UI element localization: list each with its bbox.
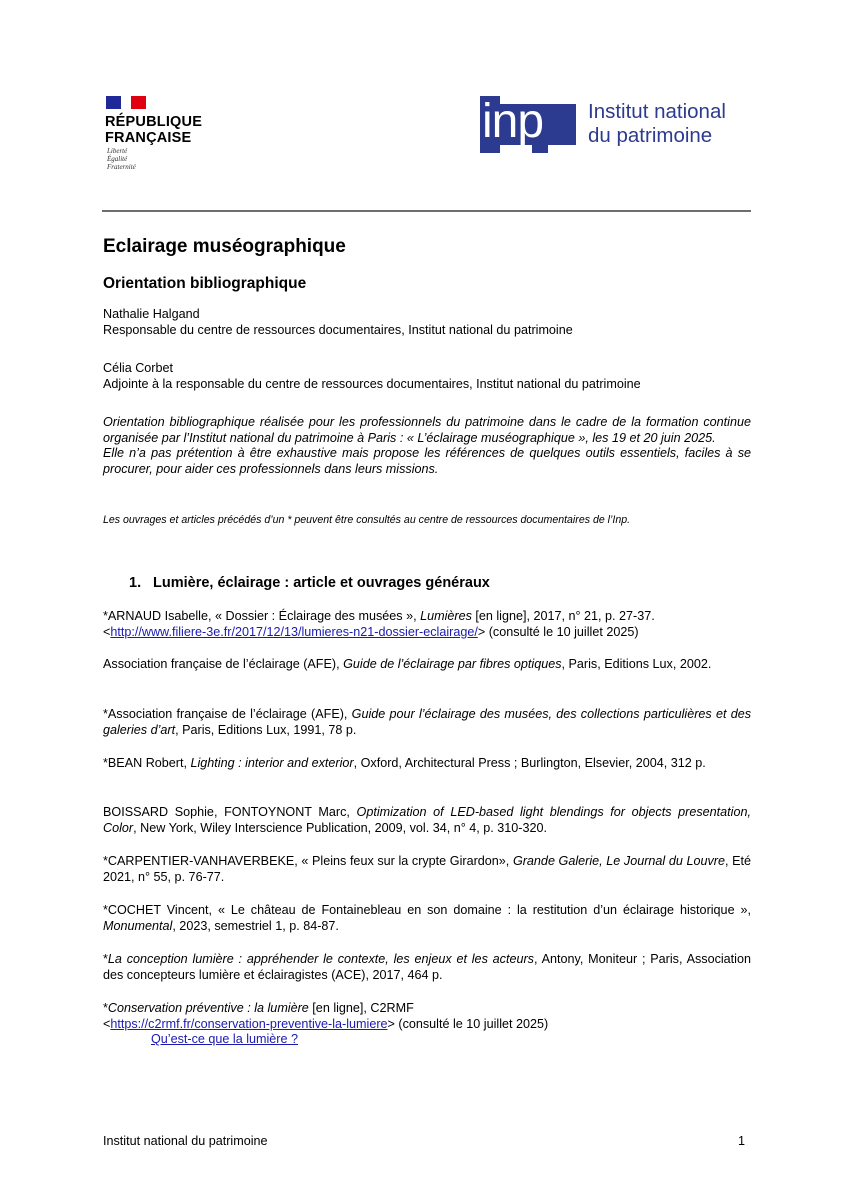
author-name: Célia Corbet (103, 361, 173, 375)
author-role: Adjointe à la responsable du centre de ressources documentaires, Institut national du patrimoine (103, 376, 641, 391)
flag-blue-band (106, 96, 121, 109)
footer-org: Institut national du patrimoine (103, 1134, 268, 1148)
header-divider (102, 210, 751, 212)
inp-logo-icon (480, 96, 580, 153)
reference-item: *Association française de l’éclairage (AFE), Guide pour l’éclairage des musées, des collections particulières et des galeries d’art, Paris, Editions Lux, 1991, 78 p. (103, 707, 751, 737)
reference-item: *Conservation préventive : la lumière [en ligne], C2RMF <https://c2rmf.fr/conservation-preventive-la-lumiere> (consulté le 10 juillet 2025) Qu’est-ce que la lumière ? (103, 1001, 549, 1047)
reference-item: *COCHET Vincent, « Le château de Fontainebleau en son domaine : la restitution d’un éclairage historique », Monumental, 2023, semestriel 1, p. 84-87. (103, 903, 751, 933)
inp-logo-name: Institut national du patrimoine (588, 100, 726, 147)
page-number: 1 (738, 1134, 746, 1148)
reference-item: *ARNAUD Isabelle, « Dossier : Éclairage des musées », Lumières [en ligne], 2017, n° 21, p. 27-37. <http://www.filiere-3e.fr/2017/12/13/lumieres-n21-dossier-eclairage/> (consulté le 10 juillet 2025) (103, 609, 655, 639)
asterisk-note: Les ouvrages et articles précédés d’un * peuvent être consultés au centre de ressources documentaires de l’Inp. (103, 514, 631, 526)
reference-item: *La conception lumière : appréhender le contexte, les enjeux et les acteurs, Antony, Moniteur ; Paris, Association des concepteurs lumière et éclairagistes (ACE), 2017, 464 p. (103, 952, 751, 982)
intro-paragraph: Orientation bibliographique réalisée pour les professionnels du patrimoine dans le cadre de la formation continue organisée par l’Institut national du patrimoine à Paris : « L’éclairage muséographique », les 19 et 20 juin 2025. Elle n’a pas prétention à être exhaustive mais propose les références de quelques outils essentiels, faciles à se procurer, pour aider ces professionnels dans leurs missions. (103, 415, 751, 476)
inp-logo-acronym: inp (482, 95, 544, 148)
reference-link[interactable]: https://c2rmf.fr/conservation-preventive-la-lumiere (110, 1016, 388, 1031)
reference-link[interactable]: http://www.filiere-3e.fr/2017/12/13/lumieres-n21-dossier-eclairage/ (110, 624, 478, 639)
reference-item: *CARPENTIER-VANHAVERBEKE, « Pleins feux sur la crypte Girardon», Grande Galerie, Le Journal du Louvre, Eté 2021, n° 55, p. 76-77. (103, 854, 751, 884)
republique-francaise-flag-icon (106, 96, 146, 109)
document-title: Eclairage muséographique (103, 236, 346, 257)
flag-red-band (131, 96, 146, 109)
author-block-2 (103, 361, 751, 392)
sub-link-what-is-light[interactable]: Qu’est-ce que la lumière ? (151, 1032, 298, 1047)
republique-francaise-logo-text: RÉPUBLIQUE FRANÇAISE (105, 114, 203, 146)
republique-francaise-motto: Liberté Égalité Fraternité (107, 147, 136, 171)
author-block-1 (103, 307, 751, 338)
reference-item: Association française de l’éclairage (AFE), Guide de l’éclairage par fibres optiques, Paris, Editions Lux, 2002. (103, 657, 712, 671)
reference-item: *BEAN Robert, Lighting : interior and exterior, Oxford, Architectural Press ; Burlington, Elsevier, 2004, 312 p. (103, 756, 706, 770)
author-role: Responsable du centre de ressources documentaires, Institut national du patrimoine (103, 322, 573, 337)
author-name: Nathalie Halgand (103, 307, 200, 321)
document-subtitle: Orientation bibliographique (103, 275, 307, 292)
reference-item: BOISSARD Sophie, FONTOYNONT Marc, Optimization of LED-based light blendings for objects presentation, Color, New York, Wiley Interscience Publication, 2009, vol. 34, n° 4, p. 310-320. (103, 805, 751, 835)
section-heading: 1. Lumière, éclairage : article et ouvrages généraux (129, 575, 490, 591)
